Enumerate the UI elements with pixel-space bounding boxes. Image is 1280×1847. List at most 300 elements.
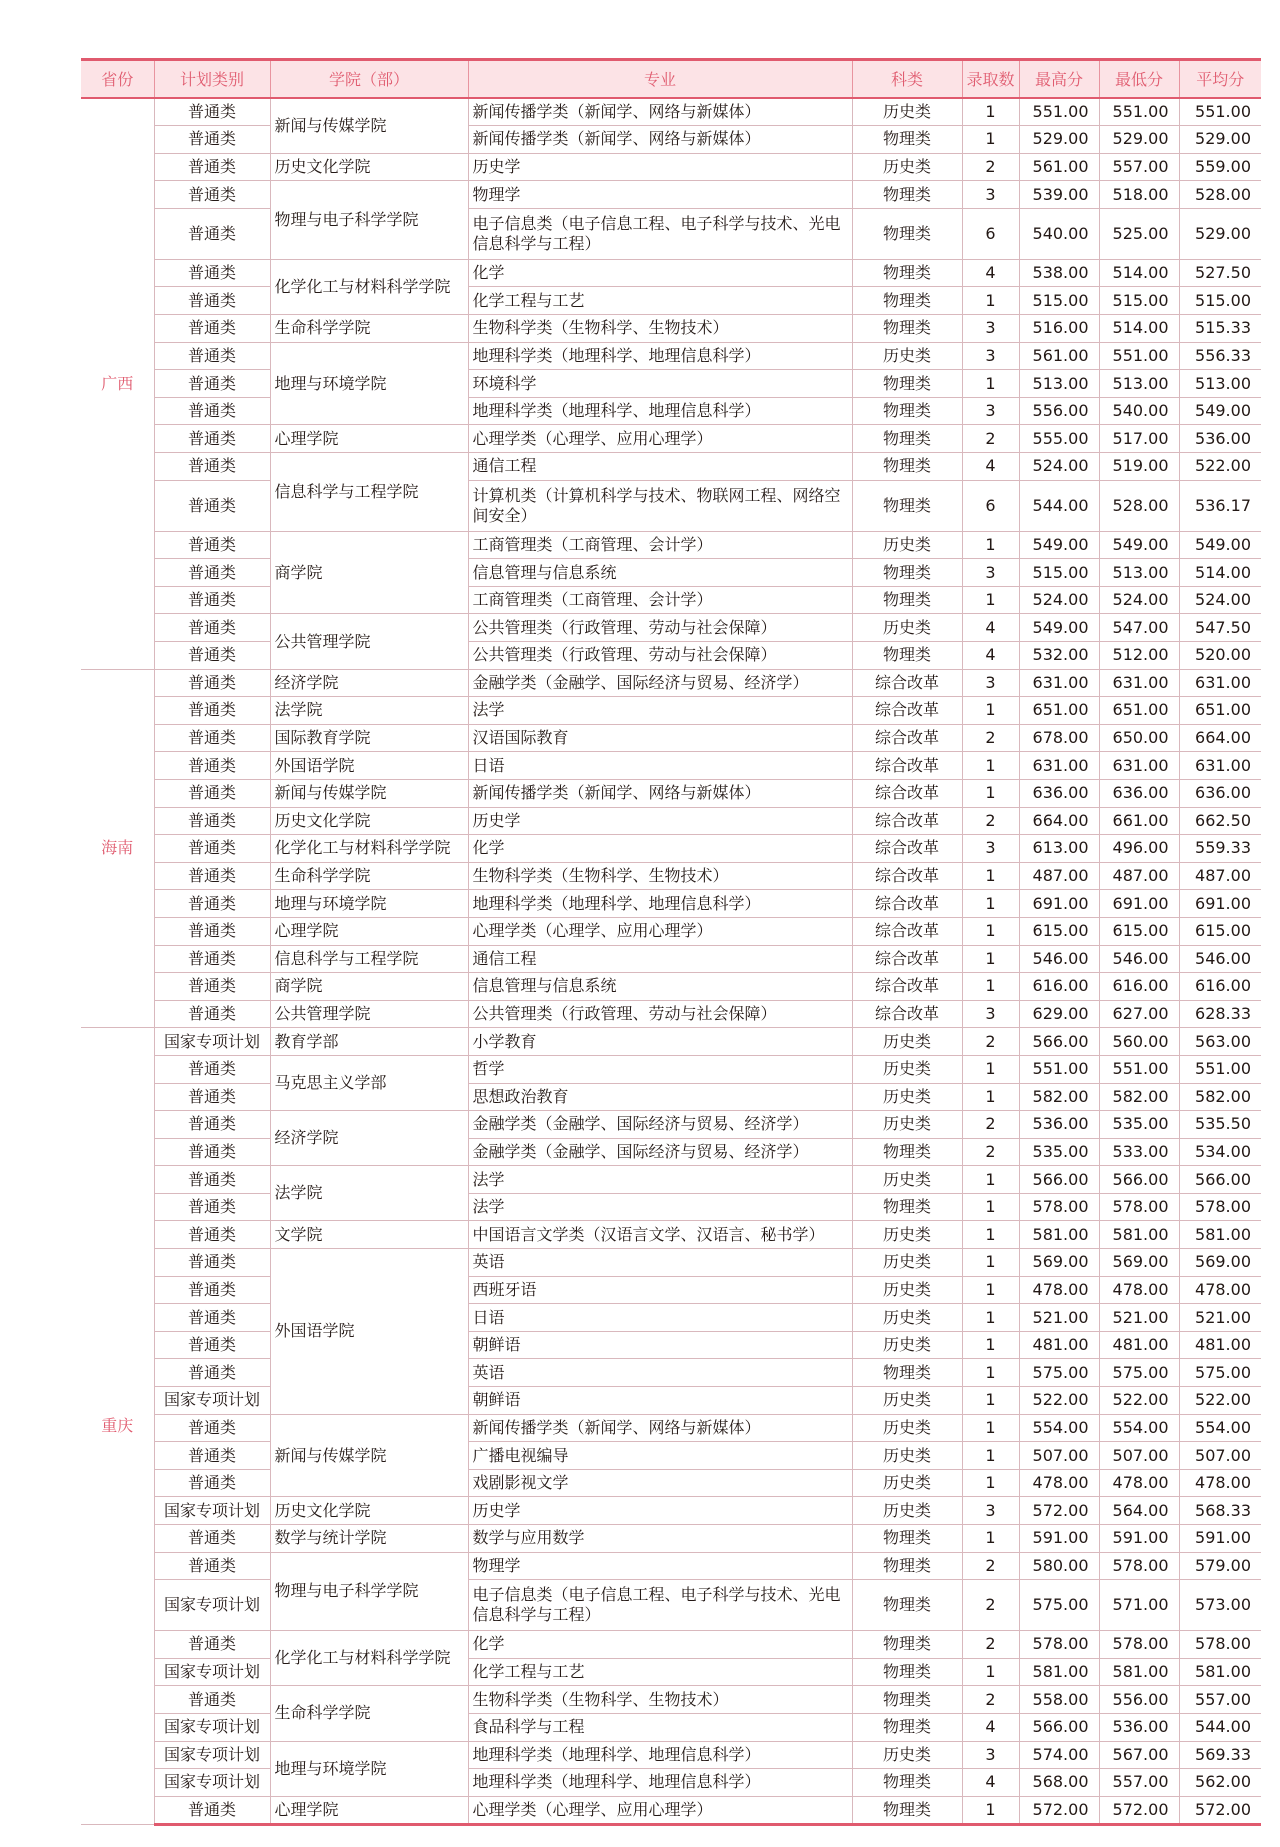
admitted-count-cell: 3 [962, 1000, 1019, 1028]
max-score-cell: 581.00 [1019, 1658, 1099, 1686]
major-cell: 地理科学类（地理科学、地理信息科学） [468, 1741, 852, 1769]
min-score-cell: 518.00 [1099, 181, 1179, 209]
plan-type-cell: 普通类 [154, 586, 270, 614]
table-row [81, 1552, 1261, 1580]
admitted-count-cell: 1 [962, 287, 1019, 315]
college-cell: 物理与电子科学学院 [270, 1552, 468, 1631]
category-cell: 历史类 [852, 1166, 962, 1194]
category-cell: 物理类 [852, 1796, 962, 1825]
category-cell: 综合改革 [852, 779, 962, 807]
header-college: 学院（部） [270, 60, 468, 98]
category-cell: 物理类 [852, 181, 962, 209]
admitted-count-cell: 3 [962, 342, 1019, 370]
category-cell: 历史类 [852, 98, 962, 126]
min-score-cell: 575.00 [1099, 1359, 1179, 1387]
category-cell: 历史类 [852, 342, 962, 370]
max-score-cell: 524.00 [1019, 453, 1099, 481]
college-cell: 信息科学与工程学院 [270, 945, 468, 973]
admitted-count-cell: 1 [962, 1249, 1019, 1277]
major-cell: 公共管理类（行政管理、劳动与社会保障） [468, 614, 852, 642]
major-cell: 地理科学类（地理科学、地理信息科学） [468, 1769, 852, 1797]
min-score-cell: 636.00 [1099, 779, 1179, 807]
max-score-cell: 691.00 [1019, 890, 1099, 918]
admitted-count-cell: 4 [962, 614, 1019, 642]
college-cell: 文学院 [270, 1221, 468, 1249]
avg-score-cell: 572.00 [1179, 1796, 1261, 1825]
major-cell: 历史学 [468, 153, 852, 181]
max-score-cell: 551.00 [1019, 1055, 1099, 1083]
plan-type-cell: 普通类 [154, 259, 270, 287]
college-cell: 外国语学院 [270, 752, 468, 780]
max-score-cell: 532.00 [1019, 642, 1099, 670]
max-score-cell: 615.00 [1019, 917, 1099, 945]
college-cell: 商学院 [270, 531, 468, 614]
major-cell: 电子信息类（电子信息工程、电子科学与技术、光电信息科学与工程） [468, 208, 852, 259]
category-cell: 历史类 [852, 1055, 962, 1083]
max-score-cell: 478.00 [1019, 1469, 1099, 1497]
major-cell: 工商管理类（工商管理、会计学） [468, 586, 852, 614]
major-cell: 朝鲜语 [468, 1387, 852, 1415]
max-score-cell: 575.00 [1019, 1359, 1099, 1387]
table-row [81, 697, 1261, 725]
header-max-score: 最高分 [1019, 60, 1099, 98]
avg-score-cell: 544.00 [1179, 1713, 1261, 1741]
category-cell: 综合改革 [852, 945, 962, 973]
category-cell: 历史类 [852, 1469, 962, 1497]
min-score-cell: 578.00 [1099, 1631, 1179, 1659]
avg-score-cell: 549.00 [1179, 531, 1261, 559]
major-cell: 地理科学类（地理科学、地理信息科学） [468, 342, 852, 370]
min-score-cell: 571.00 [1099, 1580, 1179, 1631]
table-row [81, 669, 1261, 697]
table-row [81, 1631, 1261, 1659]
plan-type-cell: 普通类 [154, 153, 270, 181]
category-cell: 综合改革 [852, 752, 962, 780]
avg-score-cell: 581.00 [1179, 1221, 1261, 1249]
min-score-cell: 615.00 [1099, 917, 1179, 945]
max-score-cell: 572.00 [1019, 1796, 1099, 1825]
table-row [81, 1580, 1261, 1631]
plan-type-cell: 普通类 [154, 425, 270, 453]
plan-type-cell: 普通类 [154, 1359, 270, 1387]
admitted-count-cell: 1 [962, 1387, 1019, 1415]
min-score-cell: 487.00 [1099, 862, 1179, 890]
category-cell: 历史类 [852, 153, 962, 181]
major-cell: 化学 [468, 259, 852, 287]
plan-type-cell: 普通类 [154, 1276, 270, 1304]
plan-type-cell: 普通类 [154, 1083, 270, 1111]
major-cell: 心理学类（心理学、应用心理学） [468, 917, 852, 945]
major-cell: 食品科学与工程 [468, 1713, 852, 1741]
min-score-cell: 572.00 [1099, 1796, 1179, 1825]
category-cell: 物理类 [852, 453, 962, 481]
min-score-cell: 557.00 [1099, 153, 1179, 181]
max-score-cell: 616.00 [1019, 973, 1099, 1001]
plan-type-cell: 普通类 [154, 1111, 270, 1139]
table-row [81, 370, 1261, 398]
avg-score-cell: 507.00 [1179, 1442, 1261, 1470]
admitted-count-cell: 1 [962, 697, 1019, 725]
min-score-cell: 513.00 [1099, 370, 1179, 398]
table-row [81, 259, 1261, 287]
category-cell: 物理类 [852, 208, 962, 259]
min-score-cell: 524.00 [1099, 586, 1179, 614]
admitted-count-cell: 2 [962, 1686, 1019, 1714]
max-score-cell: 678.00 [1019, 724, 1099, 752]
admitted-count-cell: 3 [962, 397, 1019, 425]
major-cell: 化学工程与工艺 [468, 1658, 852, 1686]
table-row [81, 287, 1261, 315]
major-cell: 物理学 [468, 181, 852, 209]
admitted-count-cell: 1 [962, 890, 1019, 918]
table-body [81, 98, 1261, 1825]
min-score-cell: 517.00 [1099, 425, 1179, 453]
college-cell: 物理与电子科学学院 [270, 181, 468, 260]
min-score-cell: 567.00 [1099, 1741, 1179, 1769]
category-cell: 物理类 [852, 1769, 962, 1797]
admitted-count-cell: 4 [962, 453, 1019, 481]
max-score-cell: 529.00 [1019, 126, 1099, 154]
college-cell: 生命科学学院 [270, 1686, 468, 1741]
category-cell: 历史类 [852, 1221, 962, 1249]
table-row [81, 1055, 1261, 1083]
major-cell: 朝鲜语 [468, 1331, 852, 1359]
min-score-cell: 631.00 [1099, 669, 1179, 697]
college-cell: 经济学院 [270, 669, 468, 697]
table-row [81, 890, 1261, 918]
admitted-count-cell: 4 [962, 642, 1019, 670]
max-score-cell: 566.00 [1019, 1166, 1099, 1194]
category-cell: 物理类 [852, 1658, 962, 1686]
table-row [81, 208, 1261, 259]
admitted-count-cell: 1 [962, 1055, 1019, 1083]
college-cell: 外国语学院 [270, 1249, 468, 1415]
category-cell: 综合改革 [852, 669, 962, 697]
plan-type-cell: 普通类 [154, 1552, 270, 1580]
min-score-cell: 512.00 [1099, 642, 1179, 670]
avg-score-cell: 535.50 [1179, 1111, 1261, 1139]
category-cell: 历史类 [852, 1414, 962, 1442]
max-score-cell: 516.00 [1019, 315, 1099, 343]
avg-score-cell: 581.00 [1179, 1658, 1261, 1686]
header-category: 科类 [852, 60, 962, 98]
college-cell: 经济学院 [270, 1111, 468, 1166]
major-cell: 环境科学 [468, 370, 852, 398]
major-cell: 广播电视编导 [468, 1442, 852, 1470]
min-score-cell: 478.00 [1099, 1469, 1179, 1497]
max-score-cell: 487.00 [1019, 862, 1099, 890]
admitted-count-cell: 2 [962, 724, 1019, 752]
avg-score-cell: 573.00 [1179, 1580, 1261, 1631]
plan-type-cell: 普通类 [154, 126, 270, 154]
category-cell: 物理类 [852, 315, 962, 343]
min-score-cell: 522.00 [1099, 1387, 1179, 1415]
min-score-cell: 691.00 [1099, 890, 1179, 918]
major-cell: 物理学 [468, 1552, 852, 1580]
major-cell: 思想政治教育 [468, 1083, 852, 1111]
table-row [81, 835, 1261, 863]
plan-type-cell: 普通类 [154, 1469, 270, 1497]
max-score-cell: 575.00 [1019, 1580, 1099, 1631]
admitted-count-cell: 3 [962, 1741, 1019, 1769]
min-score-cell: 519.00 [1099, 453, 1179, 481]
avg-score-cell: 546.00 [1179, 945, 1261, 973]
province-cell: 海南 [81, 669, 154, 1028]
major-cell: 地理科学类（地理科学、地理信息科学） [468, 397, 852, 425]
major-cell: 哲学 [468, 1055, 852, 1083]
min-score-cell: 578.00 [1099, 1193, 1179, 1221]
min-score-cell: 533.00 [1099, 1138, 1179, 1166]
college-cell: 新闻与传媒学院 [270, 779, 468, 807]
plan-type-cell: 国家专项计划 [154, 1387, 270, 1415]
min-score-cell: 551.00 [1099, 342, 1179, 370]
major-cell: 工商管理类（工商管理、会计学） [468, 531, 852, 559]
max-score-cell: 578.00 [1019, 1193, 1099, 1221]
max-score-cell: 540.00 [1019, 208, 1099, 259]
category-cell: 综合改革 [852, 1000, 962, 1028]
avg-score-cell: 568.33 [1179, 1497, 1261, 1525]
max-score-cell: 569.00 [1019, 1249, 1099, 1277]
category-cell: 历史类 [852, 1083, 962, 1111]
min-score-cell: 616.00 [1099, 973, 1179, 1001]
avg-score-cell: 534.00 [1179, 1138, 1261, 1166]
min-score-cell: 591.00 [1099, 1525, 1179, 1553]
plan-type-cell: 普通类 [154, 1055, 270, 1083]
table-row [81, 724, 1261, 752]
table-row [81, 559, 1261, 587]
plan-type-cell: 普通类 [154, 1631, 270, 1659]
major-cell: 历史学 [468, 1497, 852, 1525]
avg-score-cell: 556.33 [1179, 342, 1261, 370]
avg-score-cell: 582.00 [1179, 1083, 1261, 1111]
table-row [81, 1138, 1261, 1166]
category-cell: 物理类 [852, 370, 962, 398]
table-row [81, 1221, 1261, 1249]
max-score-cell: 651.00 [1019, 697, 1099, 725]
admitted-count-cell: 3 [962, 835, 1019, 863]
major-cell: 西班牙语 [468, 1276, 852, 1304]
table-row [81, 1796, 1261, 1825]
major-cell: 英语 [468, 1359, 852, 1387]
min-score-cell: 631.00 [1099, 752, 1179, 780]
avg-score-cell: 691.00 [1179, 890, 1261, 918]
major-cell: 化学 [468, 835, 852, 863]
table-row [81, 862, 1261, 890]
max-score-cell: 629.00 [1019, 1000, 1099, 1028]
plan-type-cell: 普通类 [154, 1166, 270, 1194]
major-cell: 数学与应用数学 [468, 1525, 852, 1553]
min-score-cell: 496.00 [1099, 835, 1179, 863]
major-cell: 金融学类（金融学、国际经济与贸易、经济学） [468, 669, 852, 697]
table-row [81, 397, 1261, 425]
max-score-cell: 574.00 [1019, 1741, 1099, 1769]
province-cell: 重庆 [81, 1028, 154, 1825]
major-cell: 化学 [468, 1631, 852, 1659]
table-row [81, 1686, 1261, 1714]
table-row [81, 531, 1261, 559]
table-row [81, 752, 1261, 780]
max-score-cell: 481.00 [1019, 1331, 1099, 1359]
min-score-cell: 582.00 [1099, 1083, 1179, 1111]
table-row [81, 1497, 1261, 1525]
avg-score-cell: 628.33 [1179, 1000, 1261, 1028]
plan-type-cell: 国家专项计划 [154, 1769, 270, 1797]
min-score-cell: 540.00 [1099, 397, 1179, 425]
college-cell: 公共管理学院 [270, 614, 468, 669]
plan-type-cell: 普通类 [154, 1000, 270, 1028]
college-cell: 商学院 [270, 973, 468, 1001]
category-cell: 物理类 [852, 559, 962, 587]
admitted-count-cell: 1 [962, 1525, 1019, 1553]
plan-type-cell: 普通类 [154, 1331, 270, 1359]
category-cell: 历史类 [852, 1304, 962, 1332]
admitted-count-cell: 2 [962, 1580, 1019, 1631]
major-cell: 英语 [468, 1249, 852, 1277]
avg-score-cell: 529.00 [1179, 126, 1261, 154]
min-score-cell: 554.00 [1099, 1414, 1179, 1442]
major-cell: 法学 [468, 1166, 852, 1194]
avg-score-cell: 566.00 [1179, 1166, 1261, 1194]
admitted-count-cell: 2 [962, 153, 1019, 181]
admitted-count-cell: 2 [962, 1028, 1019, 1056]
avg-score-cell: 575.00 [1179, 1359, 1261, 1387]
plan-type-cell: 普通类 [154, 370, 270, 398]
plan-type-cell: 普通类 [154, 208, 270, 259]
max-score-cell: 536.00 [1019, 1111, 1099, 1139]
plan-type-cell: 国家专项计划 [154, 1713, 270, 1741]
admission-scores-table-container [81, 58, 1261, 1826]
table-row [81, 1525, 1261, 1553]
major-cell: 生物科学类（生物科学、生物技术） [468, 1686, 852, 1714]
category-cell: 综合改革 [852, 890, 962, 918]
min-score-cell: 528.00 [1099, 480, 1179, 531]
table-row [81, 1083, 1261, 1111]
plan-type-cell: 普通类 [154, 559, 270, 587]
category-cell: 历史类 [852, 1249, 962, 1277]
college-cell: 法学院 [270, 697, 468, 725]
min-score-cell: 569.00 [1099, 1249, 1179, 1277]
plan-type-cell: 普通类 [154, 480, 270, 531]
avg-score-cell: 559.00 [1179, 153, 1261, 181]
min-score-cell: 478.00 [1099, 1276, 1179, 1304]
college-cell: 历史文化学院 [270, 1497, 468, 1525]
max-score-cell: 581.00 [1019, 1221, 1099, 1249]
plan-type-cell: 普通类 [154, 862, 270, 890]
avg-score-cell: 481.00 [1179, 1331, 1261, 1359]
major-cell: 心理学类（心理学、应用心理学） [468, 425, 852, 453]
plan-type-cell: 普通类 [154, 1221, 270, 1249]
admitted-count-cell: 3 [962, 1497, 1019, 1525]
max-score-cell: 591.00 [1019, 1525, 1099, 1553]
table-row [81, 1713, 1261, 1741]
max-score-cell: 544.00 [1019, 480, 1099, 531]
admitted-count-cell: 1 [962, 1469, 1019, 1497]
min-score-cell: 566.00 [1099, 1166, 1179, 1194]
major-cell: 通信工程 [468, 453, 852, 481]
major-cell: 电子信息类（电子信息工程、电子科学与技术、光电信息科学与工程） [468, 1580, 852, 1631]
max-score-cell: 566.00 [1019, 1028, 1099, 1056]
avg-score-cell: 551.00 [1179, 1055, 1261, 1083]
plan-type-cell: 普通类 [154, 315, 270, 343]
max-score-cell: 555.00 [1019, 425, 1099, 453]
category-cell: 物理类 [852, 1193, 962, 1221]
plan-type-cell: 普通类 [154, 752, 270, 780]
major-cell: 计算机类（计算机科学与技术、物联网工程、网络空间安全） [468, 480, 852, 531]
avg-score-cell: 562.00 [1179, 1769, 1261, 1797]
avg-score-cell: 520.00 [1179, 642, 1261, 670]
major-cell: 历史学 [468, 807, 852, 835]
major-cell: 法学 [468, 697, 852, 725]
college-cell: 新闻与传媒学院 [270, 1414, 468, 1497]
admission-scores-table [81, 58, 1261, 1826]
table-row [81, 1469, 1261, 1497]
major-cell: 中国语言文学类（汉语言文学、汉语言、秘书学） [468, 1221, 852, 1249]
table-header [81, 60, 1261, 98]
major-cell: 新闻传播学类（新闻学、网络与新媒体） [468, 1414, 852, 1442]
min-score-cell: 557.00 [1099, 1769, 1179, 1797]
plan-type-cell: 普通类 [154, 890, 270, 918]
min-score-cell: 564.00 [1099, 1497, 1179, 1525]
category-cell: 物理类 [852, 1552, 962, 1580]
min-score-cell: 514.00 [1099, 315, 1179, 343]
avg-score-cell: 514.00 [1179, 559, 1261, 587]
min-score-cell: 529.00 [1099, 126, 1179, 154]
avg-score-cell: 536.00 [1179, 425, 1261, 453]
major-cell: 小学教育 [468, 1028, 852, 1056]
major-cell: 日语 [468, 752, 852, 780]
max-score-cell: 578.00 [1019, 1631, 1099, 1659]
major-cell: 金融学类（金融学、国际经济与贸易、经济学） [468, 1138, 852, 1166]
min-score-cell: 547.00 [1099, 614, 1179, 642]
college-cell: 国际教育学院 [270, 724, 468, 752]
college-cell: 马克思主义学部 [270, 1055, 468, 1110]
admitted-count-cell: 1 [962, 1796, 1019, 1825]
plan-type-cell: 普通类 [154, 1414, 270, 1442]
max-score-cell: 521.00 [1019, 1304, 1099, 1332]
category-cell: 物理类 [852, 586, 962, 614]
plan-type-cell: 普通类 [154, 973, 270, 1001]
avg-score-cell: 547.50 [1179, 614, 1261, 642]
admitted-count-cell: 3 [962, 315, 1019, 343]
avg-score-cell: 559.33 [1179, 835, 1261, 863]
category-cell: 物理类 [852, 126, 962, 154]
plan-type-cell: 普通类 [154, 1686, 270, 1714]
major-cell: 地理科学类（地理科学、地理信息科学） [468, 890, 852, 918]
admitted-count-cell: 1 [962, 1193, 1019, 1221]
college-cell: 公共管理学院 [270, 1000, 468, 1028]
table-row [81, 1331, 1261, 1359]
table-row [81, 973, 1261, 1001]
max-score-cell: 554.00 [1019, 1414, 1099, 1442]
max-score-cell: 535.00 [1019, 1138, 1099, 1166]
avg-score-cell: 662.50 [1179, 807, 1261, 835]
table-row [81, 1193, 1261, 1221]
admitted-count-cell: 1 [962, 973, 1019, 1001]
category-cell: 历史类 [852, 1276, 962, 1304]
max-score-cell: 515.00 [1019, 287, 1099, 315]
admitted-count-cell: 1 [962, 126, 1019, 154]
plan-type-cell: 普通类 [154, 779, 270, 807]
table-row [81, 779, 1261, 807]
admitted-count-cell: 1 [962, 1359, 1019, 1387]
category-cell: 物理类 [852, 1631, 962, 1659]
plan-type-cell: 普通类 [154, 397, 270, 425]
college-cell: 地理与环境学院 [270, 342, 468, 425]
college-cell: 生命科学学院 [270, 315, 468, 343]
major-cell: 心理学类（心理学、应用心理学） [468, 1796, 852, 1825]
college-cell: 教育学部 [270, 1028, 468, 1056]
category-cell: 综合改革 [852, 973, 962, 1001]
